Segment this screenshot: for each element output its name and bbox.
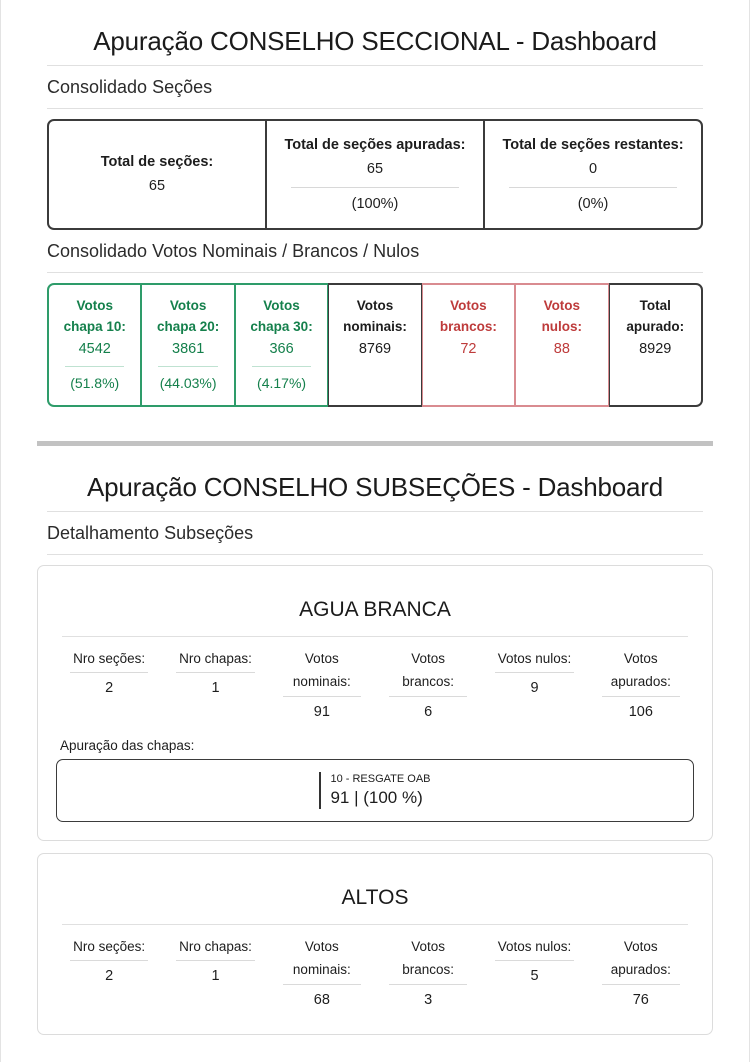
stat-label-line2: brancos: <box>402 674 455 690</box>
votos-nominais-label-line1: Votos <box>356 298 394 314</box>
votos-nulos-label-line1: Votos <box>543 298 581 314</box>
stat-value: 91 <box>313 703 330 720</box>
stat-label-line1: Votos nulos: <box>497 938 572 954</box>
chapa-item <box>319 772 430 809</box>
stat-label-line1: Votos <box>623 938 658 954</box>
chapa-accent-bar <box>319 772 321 809</box>
secoes-restantes-value: 0 <box>588 161 598 178</box>
chapa-count: 91 | (100 %) <box>330 787 423 807</box>
subsecao-name: AGUA BRANCA <box>299 597 451 621</box>
consolidado-secoes-heading: Consolidado Seções <box>47 77 213 97</box>
chapa-texts <box>330 772 430 809</box>
votos-nulos-value: 88 <box>553 340 570 357</box>
votos-chapa-30-label-line2: chapa 30: <box>250 318 313 334</box>
stat-label-line1: Votos <box>623 650 658 666</box>
stat-value: 2 <box>105 680 114 697</box>
votos-chapa-30-percent: (4.17%) <box>257 375 307 392</box>
votos-chapa-10-separator <box>65 366 124 367</box>
votos-chapa-20-label-line2: chapa 20: <box>156 318 220 334</box>
secoes-restantes-separator <box>509 187 677 188</box>
secoes-restantes-percent: (0%) <box>577 196 609 213</box>
votos-chapa-10-cell <box>47 283 141 407</box>
votos-chapa-30-label-line1: Votos <box>263 298 300 314</box>
secoes-apuradas-cell <box>267 121 485 228</box>
stat-votos-nominais <box>269 937 375 1012</box>
votos-chapa-20-percent: (44.03%) <box>159 375 217 392</box>
stat-value: 1 <box>211 680 220 697</box>
apuracao-chapas-label: Apuração das chapas: <box>60 737 195 753</box>
stat-votos-nulos <box>481 937 587 988</box>
total-secoes-value: 65 <box>148 178 166 195</box>
apuracao-chapas-box <box>56 759 694 822</box>
stat-nro-secoes <box>56 649 162 700</box>
votos-chapa-20-cell <box>141 283 234 407</box>
stat-label-line2: apurados: <box>610 962 671 978</box>
votos-chapa-30-cell <box>235 283 328 407</box>
secoes-apuradas-percent: (100%) <box>351 196 399 213</box>
subsecoes-cards-wrap <box>1 555 749 1035</box>
secoes-restantes-label: Total de seções restantes: <box>502 137 684 153</box>
stat-label-line2: brancos: <box>402 962 455 978</box>
votos-nulos-label-line2: nulos: <box>541 318 583 334</box>
stat-votos-apurados <box>588 649 694 724</box>
votos-nominais-cell <box>328 283 421 407</box>
stat-label-line1: Votos <box>411 938 446 954</box>
stat-value: 76 <box>632 991 649 1008</box>
votos-brancos-label-line1: Votos <box>450 298 487 314</box>
votos-chapa-20-label-line1: Votos <box>169 298 207 314</box>
votos-nominais-value: 8769 <box>358 340 392 357</box>
stat-nro-chapas <box>162 649 268 700</box>
stat-label-line1: Nro chapas: <box>179 650 252 666</box>
subsecao-stats-row <box>56 925 694 1016</box>
consolidado-votos-table-wrap <box>1 273 749 407</box>
consolidado-votos-table <box>47 283 703 407</box>
votos-chapa-10-label-line2: chapa 10: <box>63 318 126 334</box>
stat-value: 9 <box>530 680 539 697</box>
total-apurado-label-line2: apurado: <box>626 318 685 334</box>
stat-value: 3 <box>424 991 433 1008</box>
votos-brancos-label-line2: brancos: <box>439 318 497 334</box>
consolidado-secoes-table <box>47 119 703 230</box>
votos-chapa-10-value: 4542 <box>78 340 111 357</box>
stat-votos-brancos <box>375 937 481 1012</box>
stat-label-line2: nominais: <box>292 674 351 690</box>
consolidado-votos-heading: Consolidado Votos Nominais / Brancos / Nulos <box>47 241 420 262</box>
votos-brancos-cell <box>422 283 515 407</box>
total-apurado-value: 8929 <box>639 340 672 357</box>
votos-nominais-label-line2: nominais: <box>343 318 407 334</box>
subsecao-stats-row <box>56 637 694 728</box>
stat-value: 6 <box>424 703 433 720</box>
total-secoes-label: Total de seções: <box>100 154 214 171</box>
subsecao-card <box>37 853 713 1035</box>
stat-nro-secoes <box>56 937 162 988</box>
secoes-restantes-cell <box>485 121 701 228</box>
stat-label-line1: Nro seções: <box>73 650 146 666</box>
votos-brancos-value: 72 <box>460 340 477 357</box>
total-secoes-cell <box>49 121 267 228</box>
chapa-name: 10 - RESGATE OAB <box>330 772 431 785</box>
secoes-apuradas-value: 65 <box>366 161 384 178</box>
votos-nulos-cell <box>515 283 608 407</box>
stat-votos-apurados <box>588 937 694 1012</box>
votos-chapa-20-separator <box>158 366 217 367</box>
secoes-apuradas-separator <box>291 187 459 188</box>
detalhamento-subsecoes-heading: Detalhamento Subseções <box>47 522 254 543</box>
stat-label-line1: Nro seções: <box>73 938 146 954</box>
stat-votos-brancos <box>375 649 481 724</box>
stat-label-line1: Votos <box>411 650 446 666</box>
seccional-dashboard-title: Apuração CONSELHO SECCIONAL - Dashboard <box>93 26 657 56</box>
votos-chapa-30-value: 366 <box>269 340 294 357</box>
subsecao-name: ALTOS <box>341 885 409 909</box>
votos-chapa-10-label-line1: Votos <box>76 298 113 314</box>
votos-chapa-30-separator <box>252 366 311 367</box>
stat-value: 5 <box>530 968 539 985</box>
stat-label-line1: Votos <box>304 938 339 954</box>
votos-chapa-20-value: 3861 <box>172 340 205 357</box>
subsecao-card <box>37 565 713 841</box>
consolidado-secoes-table-wrap <box>1 109 749 230</box>
stat-votos-nominais <box>269 649 375 724</box>
stat-label-line1: Votos nulos: <box>497 650 572 666</box>
stat-label-line1: Nro chapas: <box>179 938 252 954</box>
total-apurado-label-line1: Total <box>639 298 671 314</box>
stat-value: 1 <box>211 968 220 985</box>
stat-label-line2: apurados: <box>610 674 671 690</box>
stat-votos-nulos <box>481 649 587 700</box>
votos-chapa-10-percent: (51.8%) <box>70 375 120 392</box>
stat-nro-chapas <box>162 937 268 988</box>
subsecoes-dashboard-title: Apuração CONSELHO SUBSEÇÕES - Dashboard <box>87 471 663 502</box>
stat-value: 68 <box>313 991 330 1008</box>
stat-value: 106 <box>628 703 653 720</box>
secoes-apuradas-label: Total de seções apuradas: <box>284 137 466 153</box>
stat-value: 2 <box>105 968 114 985</box>
stat-label-line2: nominais: <box>292 962 351 978</box>
total-apurado-cell <box>609 283 703 407</box>
stat-label-line1: Votos <box>304 650 339 666</box>
